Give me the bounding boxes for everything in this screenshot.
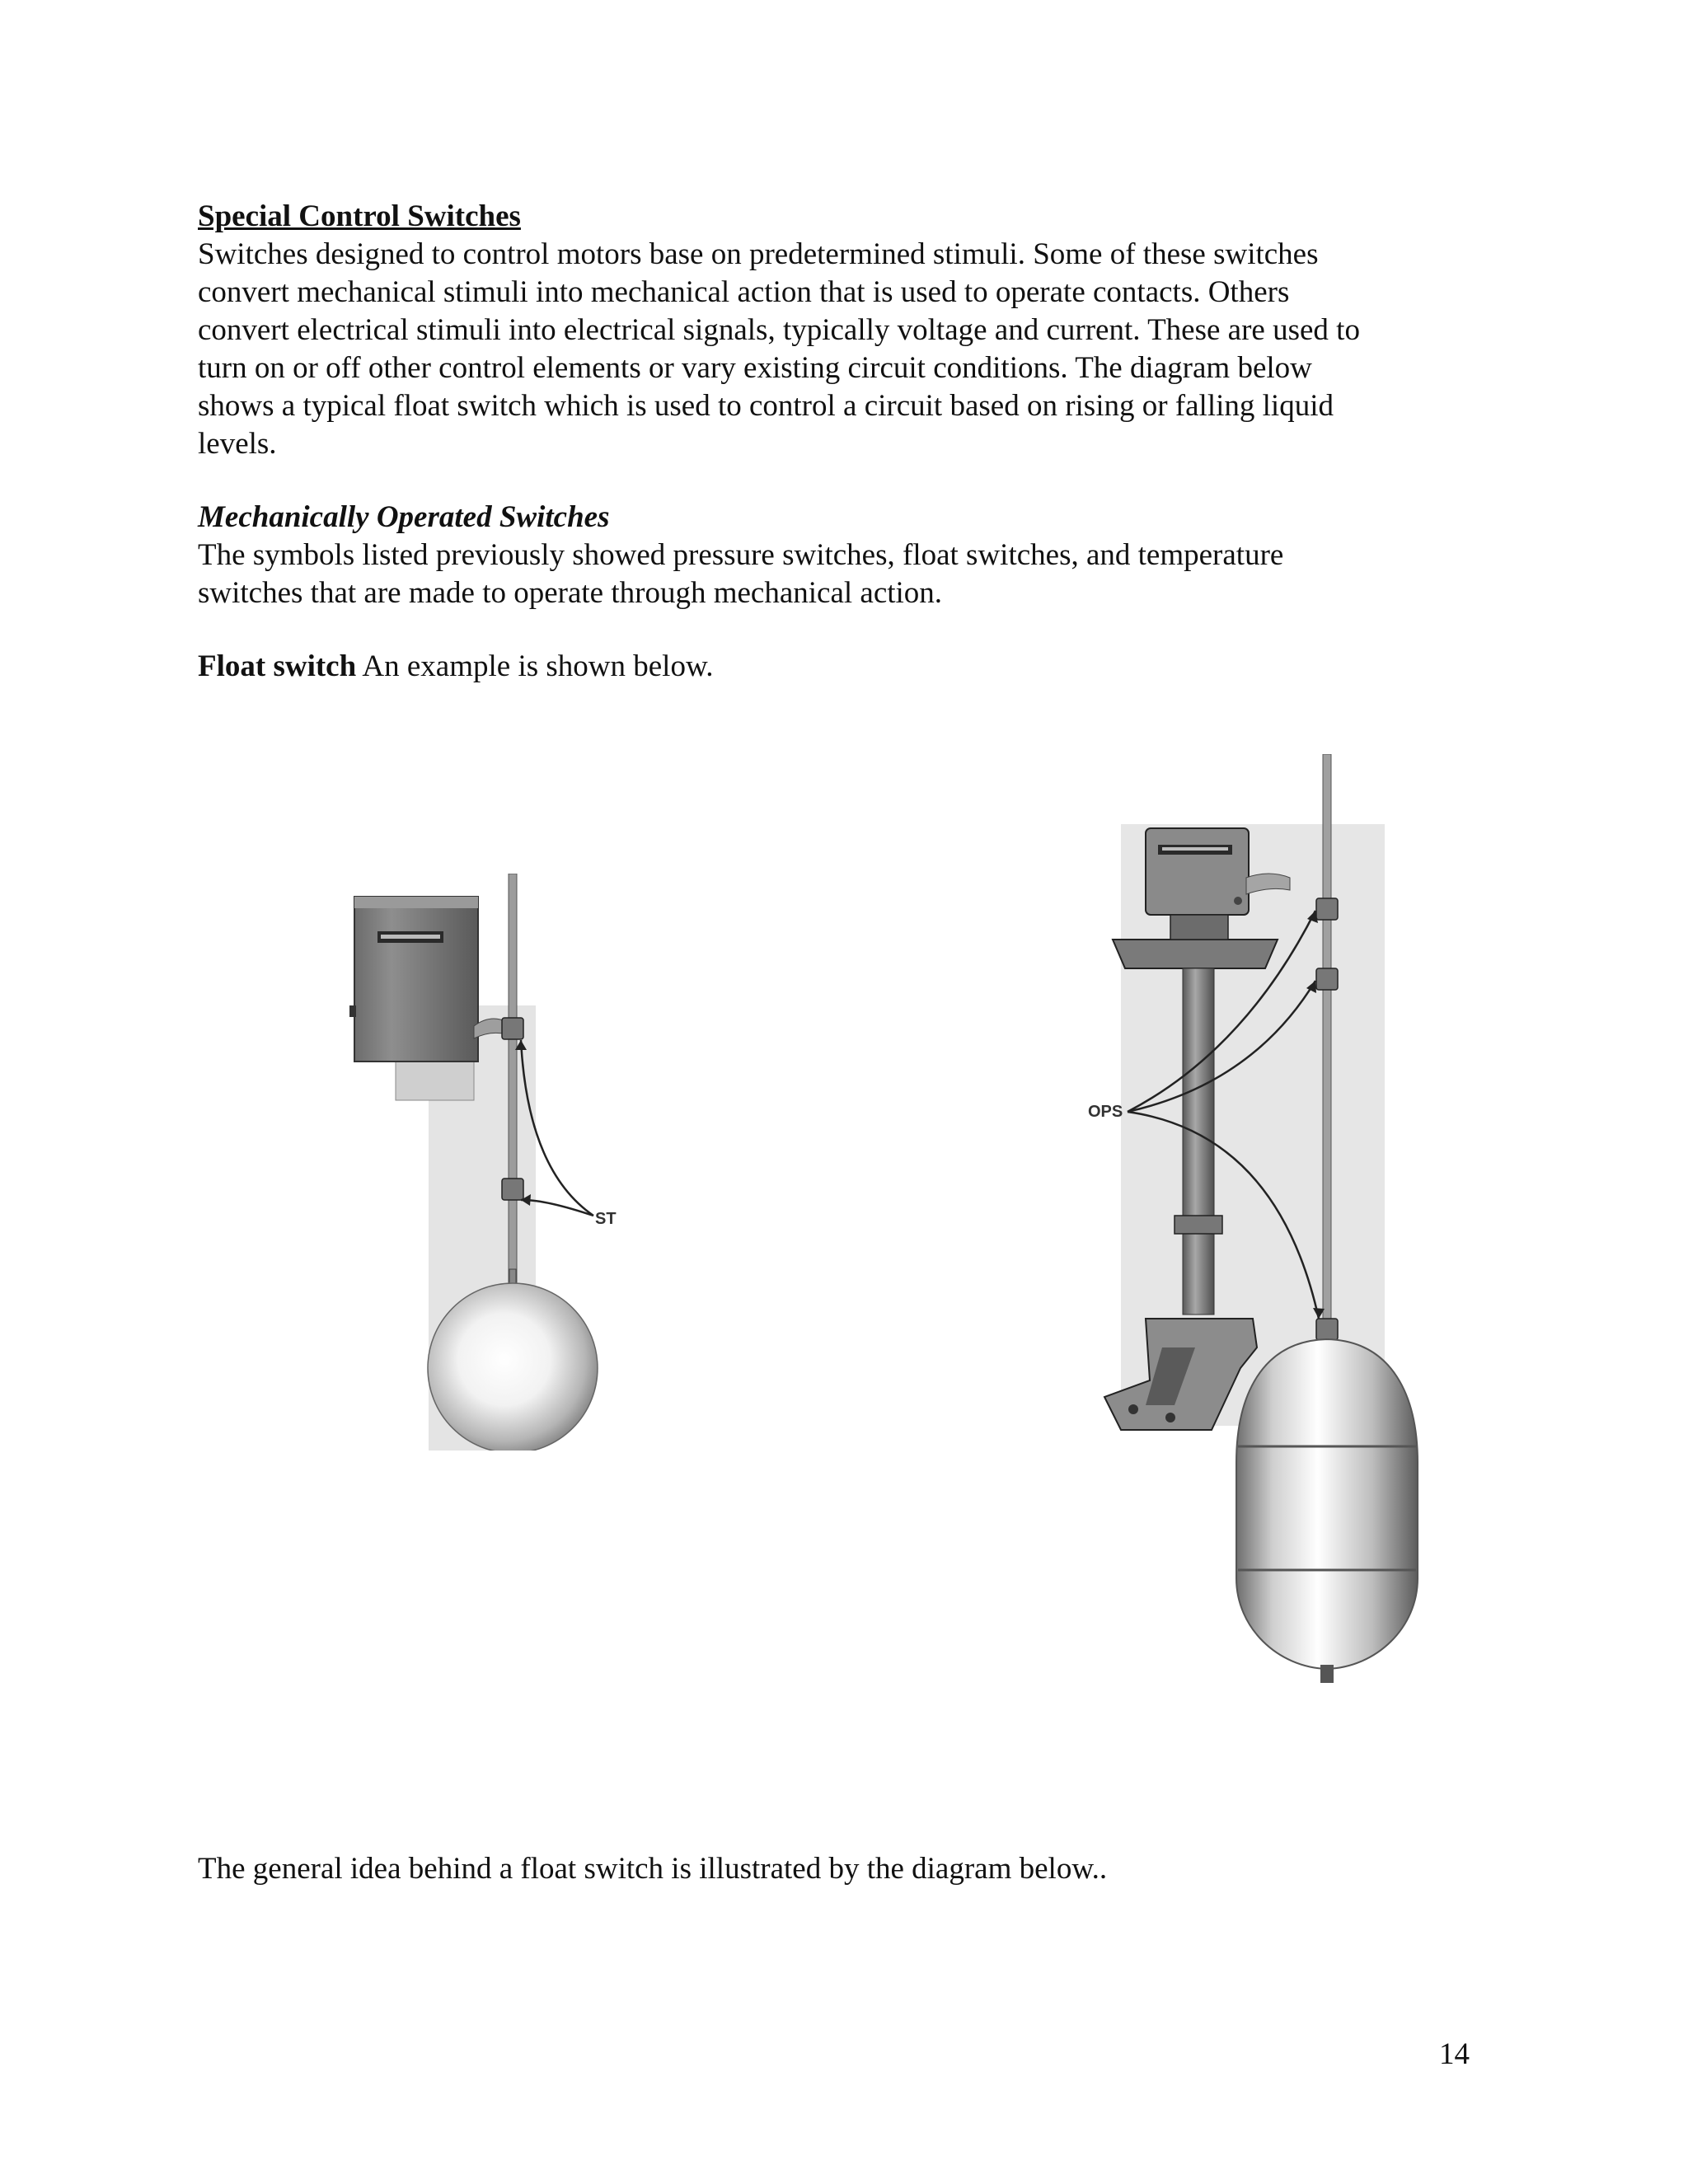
paragraph-line: shows a typical float switch which is used to control a circuit based on rising or falling liquid [198,389,1334,423]
float-switch-text: An example is shown below. [356,649,714,683]
callout-label-ops: OPS [1088,1103,1123,1121]
float-switch-illustration-left [338,874,635,1451]
figure-float-switch-spherical [338,874,635,1451]
paragraph-line: levels. [198,427,277,461]
section-mechanically-operated-switches [198,499,1484,612]
section-special-control-switches [198,198,1484,463]
float-switch-illustration-right [1071,754,1442,1694]
paragraph-line: convert electrical stimuli into electrical signals, typically voltage and current. These are used to [198,313,1360,347]
paragraph-line: turn on or off other control elements or vary existing circuit conditions. The diagram below [198,351,1312,385]
heading-mechanically-operated-switches: Mechanically Operated Switches [198,500,610,534]
page-number: 14 [1439,2037,1470,2071]
float-switch-term: Float switch [198,649,357,683]
paragraph-line: The symbols listed previously showed pressure switches, float switches, and temperature [198,538,1284,572]
section-float-switch [198,648,1484,686]
heading-special-control-switches: Special Control Switches [198,199,521,233]
figure-float-switch-cylindrical [1071,754,1442,1694]
paragraph-line: switches that are made to operate through mechanical action. [198,576,943,610]
closing-paragraph [198,1850,1484,1888]
closing-text: The general idea behind a float switch is illustrated by the diagram below.. [198,1852,1108,1886]
paragraph-line: Switches designed to control motors base on predetermined stimuli. Some of these switches [198,237,1319,271]
callout-label-st: ST [595,1210,617,1228]
paragraph-line: convert mechanical stimuli into mechanical action that is used to operate contacts. Others [198,275,1290,309]
float-switch-line [198,648,1484,686]
